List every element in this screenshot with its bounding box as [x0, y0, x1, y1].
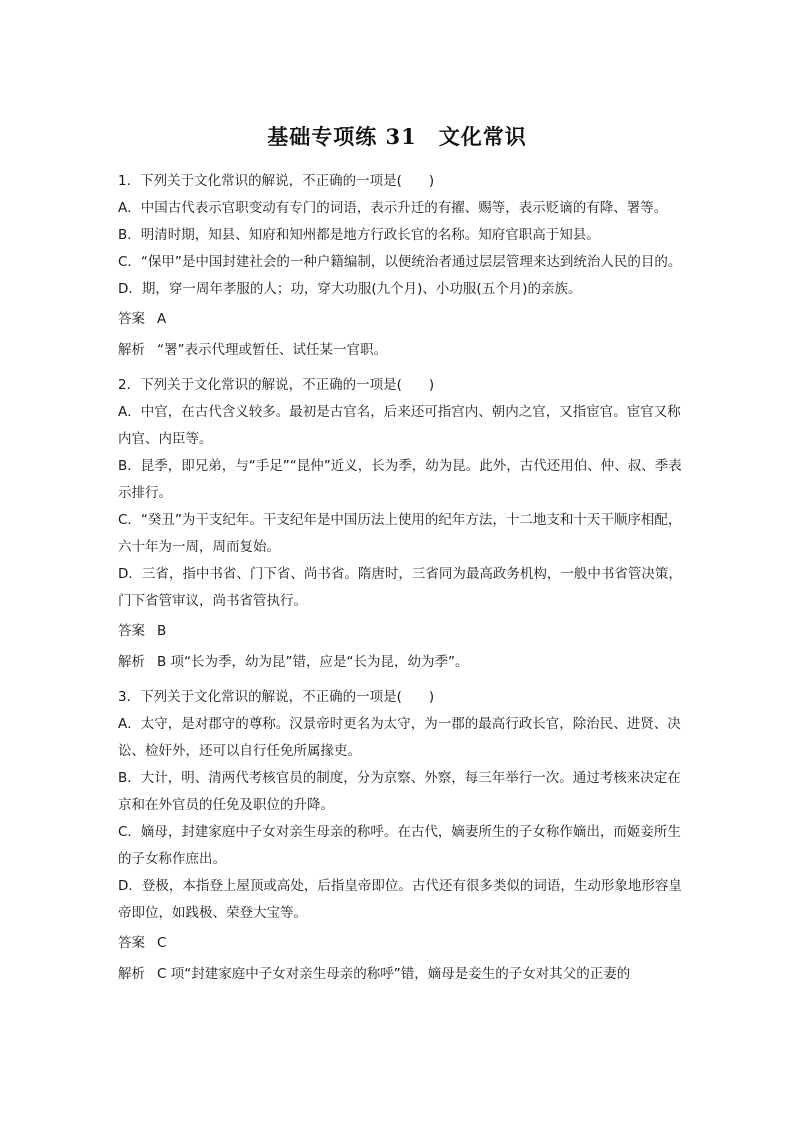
analysis-text: C 项“封建家庭中子女对亲生母亲的称呼”错，嫡母是妾生的子女对其父的正妻的 [157, 966, 631, 982]
answer-label: 答案 [118, 311, 145, 327]
question-3 [118, 684, 688, 988]
answer-value: B [157, 623, 167, 639]
option-b: B．昆季，即兄弟，与“手足”“昆仲”近义，长为季，幼为昆。此外，古代还用伯、仲、叔、季表示排行。 [118, 458, 682, 501]
option-a: A．中官，在古代含义较多。最初是古官名，后来还可指宫内、朝内之官，又指宦官。宦官又称内官、内臣等。 [118, 404, 681, 447]
question-2 [118, 372, 688, 676]
analysis-line [118, 649, 688, 676]
option-b: B．大计，明、清两代考核官员的制度，分为京察、外察，每三年举行一次。通过考核来决定在京和在外官员的任免及职位的升降。 [118, 770, 681, 813]
analysis-label: 解析 [118, 342, 145, 358]
answer-label: 答案 [118, 935, 145, 951]
option-a: A．中国古代表示官职变动有专门的词语，表示升迁的有擢、赐等，表示贬谪的有降、署等。 [118, 200, 668, 216]
answer-line [118, 306, 688, 333]
option-d: D．期，穿一周年孝服的人；功，穿大功服(九个月)、小功服(五个月)的亲族。 [118, 281, 582, 297]
question-stem: 3．下列关于文化常识的解说，不正确的一项是( ) [118, 689, 435, 705]
analysis-label: 解析 [118, 654, 145, 670]
analysis-text: “署”表示代理或暂任、试任某一官职。 [157, 342, 387, 358]
option-c: C．“癸丑”为干支纪年。干支纪年是中国历法上使用的纪年方法，十二地支和十天干顺序相配，六十年为一周，周而复始。 [118, 512, 682, 555]
answer-value: C [157, 935, 167, 951]
option-a: A．太守，是对郡守的尊称。汉景帝时更名为太守，为一郡的最高行政长官，除治民、进贤、决讼、检奸外，还可以自行任免所属掾吏。 [118, 716, 681, 759]
question-stem: 1．下列关于文化常识的解说，不正确的一项是( ) [118, 173, 435, 189]
answer-line [118, 930, 688, 957]
answer-value: A [157, 311, 167, 327]
option-c: C．嫡母，封建家庭中子女对亲生母亲的称呼。在古代，嫡妻所生的子女称作嫡出，而姬妾所生的子女称作庶出。 [118, 824, 681, 867]
answer-line [118, 618, 688, 645]
answer-label: 答案 [118, 623, 145, 639]
option-c: C．“保甲”是中国封建社会的一种户籍编制，以便统治者通过层层管理来达到统治人民的目的。 [118, 254, 682, 270]
analysis-line [118, 337, 688, 364]
option-d: D．登极，本指登上屋顶或高处，后指皇帝即位。古代还有很多类似的词语，生动形象地形容皇帝即位，如践极、荣登大宝等。 [118, 878, 682, 921]
question-list [118, 168, 688, 996]
analysis-line [118, 961, 688, 988]
option-d: D．三省，指中书省、门下省、尚书省。隋唐时，三省同为最高政务机构，一般中书省管决策，门下省管审议，尚书省管执行。 [118, 566, 682, 609]
question-1 [118, 168, 688, 364]
page-title: 基础专项练 31 文化常识 [267, 124, 527, 149]
question-stem: 2．下列关于文化常识的解说，不正确的一项是( ) [118, 377, 435, 393]
option-b: B．明清时期，知县、知府和知州都是地方行政长官的名称。知府官职高于知县。 [118, 227, 600, 243]
analysis-label: 解析 [118, 966, 145, 982]
analysis-text: B 项“长为季，幼为昆”错，应是“长为昆，幼为季”。 [157, 654, 469, 670]
